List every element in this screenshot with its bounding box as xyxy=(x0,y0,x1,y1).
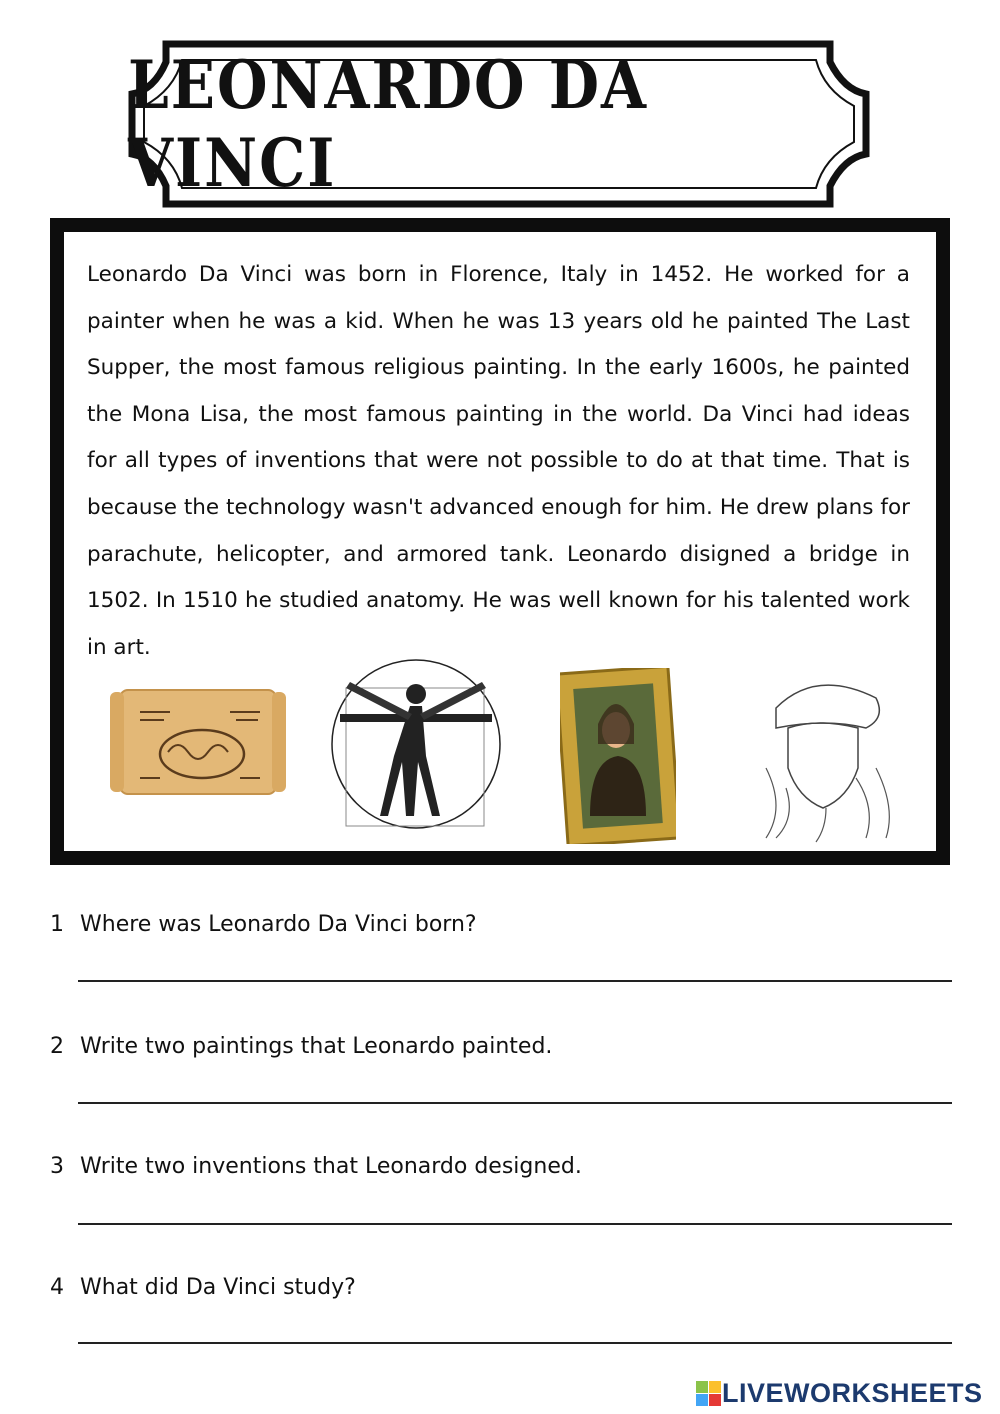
question-text: Write two paintings that Leonardo painted. xyxy=(80,1034,553,1059)
question-number: 1 xyxy=(50,912,64,937)
question-text: What did Da Vinci study? xyxy=(80,1275,356,1300)
reading-passage: Leonardo Da Vinci was born in Florence, Italy in 1452. He worked for a painter when he was a kid. When he was 13 years old he painted The Last Supper, the most famous religious painting. In the early 1600s, he painted the Mona Lisa, the most famous painting in the world. Da Vinci had ideas for all types of inventions that were not possible to do at that time. That is because the technology wasn't advanced enough for him. He drew plans for parachute, helicopter, and armored tank. Leonardo disigned a bridge in 1502. In 1510 he studied anatomy. He was well known for his talented work in art. xyxy=(87,262,910,660)
answer-field-1[interactable] xyxy=(78,948,952,982)
question-4 xyxy=(50,1275,356,1300)
reading-passage-box xyxy=(50,218,950,865)
question-number: 3 xyxy=(50,1154,64,1179)
liveworksheets-logo xyxy=(696,1378,983,1409)
page-title: LEONARDO DA VINCI xyxy=(128,45,649,203)
title-banner xyxy=(128,40,870,208)
question-number: 4 xyxy=(50,1275,64,1300)
question-1 xyxy=(50,912,477,937)
question-3 xyxy=(50,1154,582,1179)
live-badge-icon xyxy=(696,1381,722,1407)
question-text: Where was Leonardo Da Vinci born? xyxy=(80,912,477,937)
answer-field-2[interactable] xyxy=(78,1070,952,1104)
answer-field-3[interactable] xyxy=(78,1191,952,1225)
question-text: Write two inventions that Leonardo designed. xyxy=(80,1154,582,1179)
da-vinci-portrait-icon xyxy=(736,668,906,844)
question-2 xyxy=(50,1034,552,1059)
mona-lisa-icon xyxy=(560,668,676,844)
logo-text: LIVEWORKSHEETS xyxy=(722,1378,983,1408)
brain-scroll-icon xyxy=(110,682,286,802)
vitruvian-man-icon xyxy=(330,658,502,830)
answer-field-4[interactable] xyxy=(78,1310,952,1344)
question-number: 2 xyxy=(50,1034,64,1059)
